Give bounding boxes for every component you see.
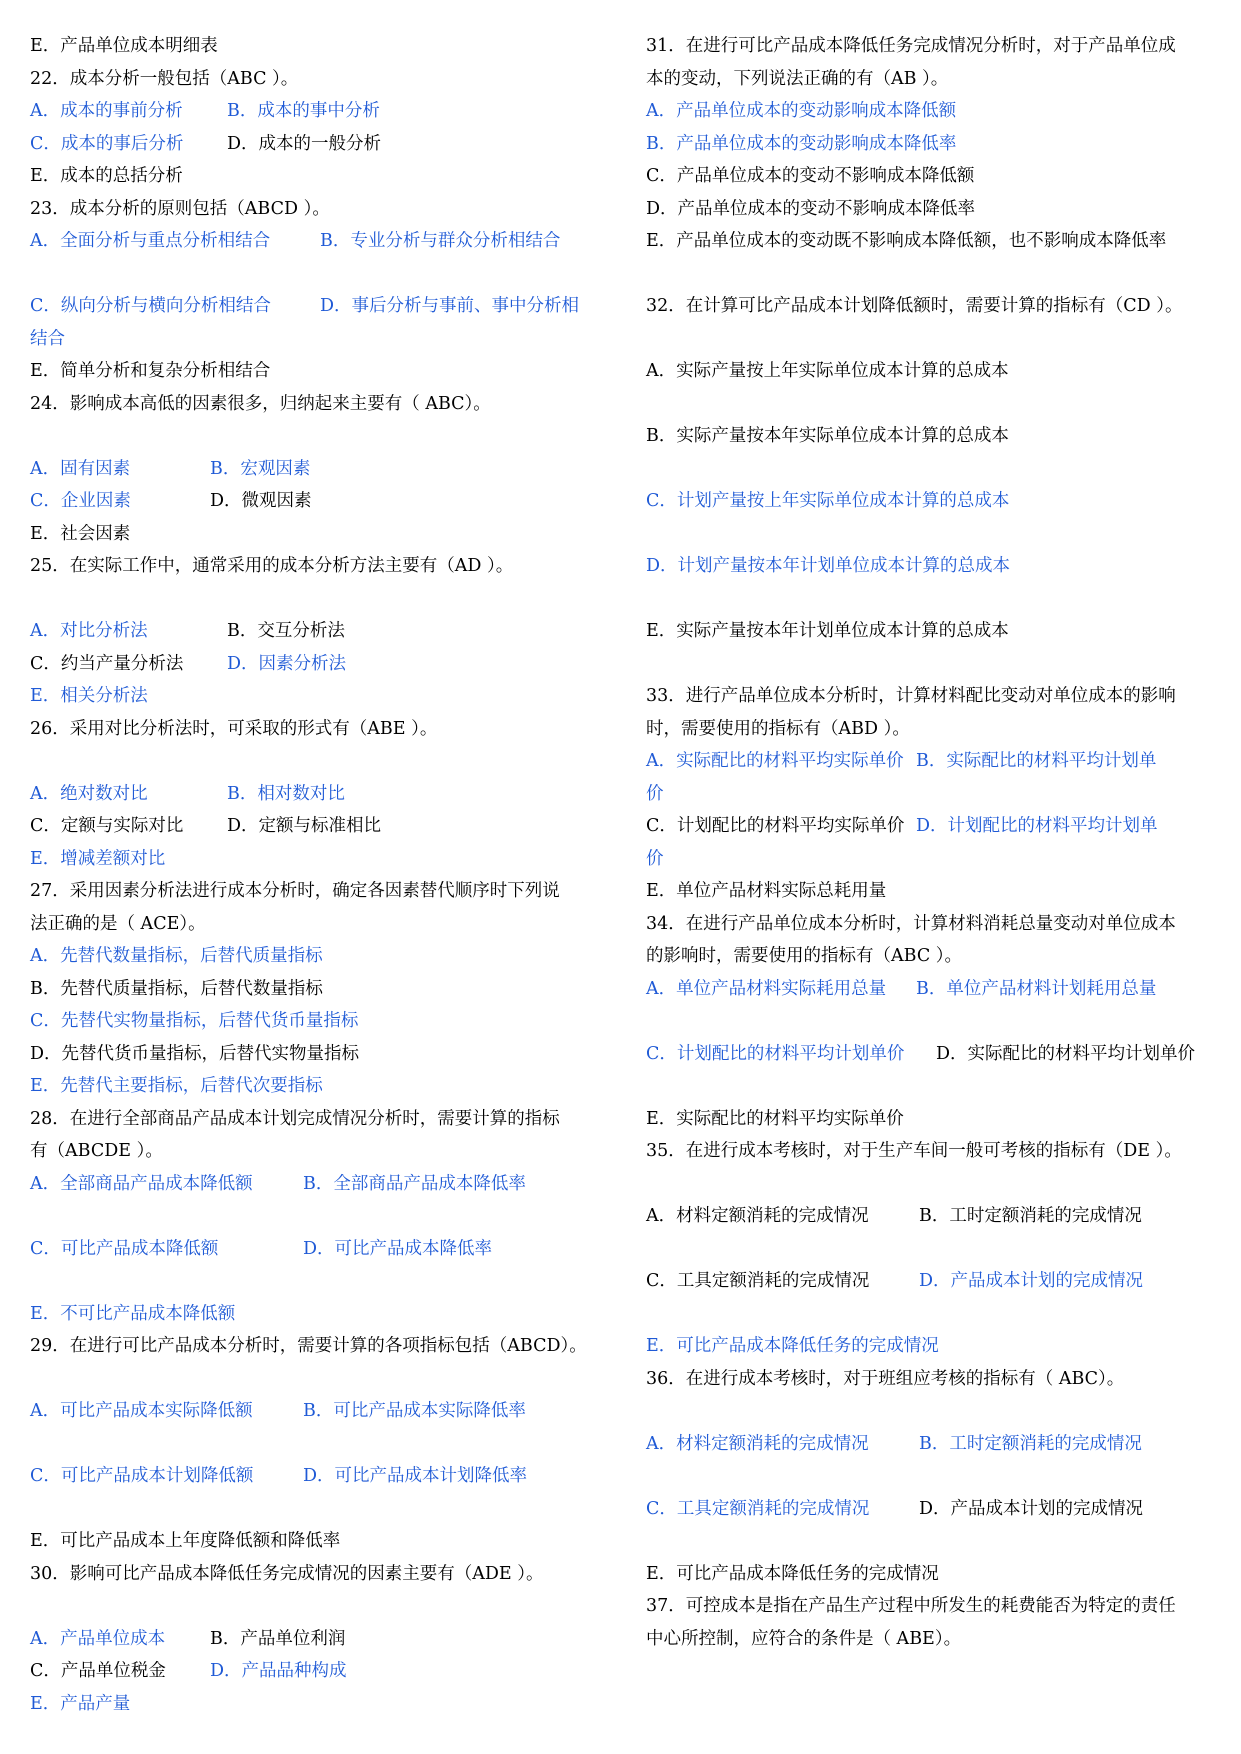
option-c: C．计划产量按上年实际单位成本计算的总成本 bbox=[646, 491, 1010, 511]
option-a: A．可比产品成本实际降低额 bbox=[30, 1401, 253, 1421]
question-32: 32．在计算可比产品成本计划降低额时，需要计算的指标有（CD ）。 bbox=[646, 296, 1183, 316]
question-34: 34．在进行产品单位成本分析时，计算材料消耗总量变动对单位成本 bbox=[646, 913, 1176, 934]
option-b: B．工时定额消耗的完成情况 bbox=[919, 1206, 1142, 1226]
option-a: A．产品单位成本 bbox=[30, 1628, 166, 1649]
question-22: 22．成本分析一般包括（ABC ）。 bbox=[30, 68, 299, 89]
question-24: 24．影响成本高低的因素很多，归纳起来主要有（ ABC）。 bbox=[30, 393, 491, 414]
option-c: C．可比产品成本计划降低额 bbox=[30, 1466, 254, 1486]
option-a: A．固有因素 bbox=[30, 458, 131, 479]
option-e: E．简单分析和复杂分析相结合 bbox=[30, 361, 271, 381]
option-a: A．成本的事前分析 bbox=[30, 101, 183, 121]
option-d: D．产品成本计划的完成情况 bbox=[919, 1498, 1144, 1519]
option-b: B．成本的事中分析 bbox=[227, 101, 380, 121]
option-e: E．不可比产品成本降低额 bbox=[30, 1303, 236, 1324]
question-27: 27．采用因素分析法进行成本分析时，确定各因素替代顺序时下列说 bbox=[30, 881, 560, 901]
option-a: A．材料定额消耗的完成情况 bbox=[646, 1433, 869, 1454]
option-e: E．可比产品成本上年度降低额和降低率 bbox=[30, 1531, 341, 1551]
option-b: B．单位产品材料计划耗用总量 bbox=[916, 978, 1157, 999]
option-c: C．产品单位成本的变动不影响成本降低额 bbox=[646, 166, 975, 186]
option-e: E．可比产品成本降低任务的完成情况 bbox=[646, 1563, 939, 1584]
option-a: A．对比分析法 bbox=[30, 621, 148, 641]
question-33-continued: 时，需要使用的指标有（ABD ）。 bbox=[646, 718, 910, 739]
question-25: 25．在实际工作中，通常采用的成本分析方法主要有（AD ）。 bbox=[30, 556, 514, 576]
option-a: A．实际产量按上年实际单位成本计算的总成本 bbox=[646, 361, 1009, 381]
question-31-continued: 本的变动，下列说法正确的有（AB ）。 bbox=[646, 68, 949, 89]
option-e: E．社会因素 bbox=[30, 523, 131, 544]
question-27-continued: 法正确的是（ ACE）。 bbox=[30, 913, 206, 934]
option-b: B．可比产品成本实际降低率 bbox=[303, 1401, 526, 1421]
option-a: A．绝对数对比 bbox=[30, 783, 148, 804]
question-28-continued: 有（ABCDE ）。 bbox=[30, 1141, 163, 1161]
option-c: C．工具定额消耗的完成情况 bbox=[646, 1498, 870, 1519]
option-d: D．产品品种构成 bbox=[210, 1661, 347, 1681]
option-e: E．可比产品成本降低任务的完成情况 bbox=[646, 1336, 939, 1356]
option-a: A．全面分析与重点分析相结合 bbox=[30, 231, 271, 251]
option-b: B．相对数对比 bbox=[227, 783, 345, 804]
option-a: A．全部商品产品成本降低额 bbox=[30, 1173, 253, 1194]
question-33: 33．进行产品单位成本分析时，计算材料配比变动对单位成本的影响 bbox=[646, 686, 1176, 706]
option-c: C．先替代实物量指标，后替代货币量指标 bbox=[30, 1011, 359, 1031]
option-e: E．增减差额对比 bbox=[30, 848, 166, 869]
question-28: 28．在进行全部商品产品成本计划完成情况分析时，需要计算的指标 bbox=[30, 1108, 560, 1129]
option-b: B．宏观因素 bbox=[210, 458, 311, 479]
option-c: C．可比产品成本降低额 bbox=[30, 1238, 219, 1259]
question-35: 35．在进行成本考核时，对于生产车间一般可考核的指标有（DE ）。 bbox=[646, 1141, 1182, 1161]
option-b: B．专业分析与群众分析相结合 bbox=[320, 231, 561, 251]
option-d-continued: 结合 bbox=[30, 328, 65, 349]
question-34-continued: 的影响时，需要使用的指标有（ABC ）。 bbox=[646, 946, 963, 966]
option-d: D．微观因素 bbox=[210, 491, 312, 511]
option-a: A．材料定额消耗的完成情况 bbox=[646, 1206, 869, 1226]
option-e: E．实际配比的材料平均实际单价 bbox=[646, 1108, 904, 1129]
option-b: B．产品单位利润 bbox=[210, 1628, 346, 1649]
option-e: E．相关分析法 bbox=[30, 686, 148, 706]
option-b: B．实际产量按本年实际单位成本计算的总成本 bbox=[646, 426, 1009, 446]
option-c: C．计划配比的材料平均计划单价 bbox=[646, 1043, 905, 1064]
option-d: D．实际配比的材料平均计划单价 bbox=[936, 1043, 1196, 1064]
option-d: D．产品单位成本的变动不影响成本降低率 bbox=[646, 198, 976, 219]
option-c: C．工具定额消耗的完成情况 bbox=[646, 1271, 870, 1291]
option-a: A．实际配比的材料平均实际单价 bbox=[646, 751, 904, 771]
option-d: D．定额与标准相比 bbox=[227, 816, 382, 836]
option-e: E．成本的总括分析 bbox=[30, 166, 183, 186]
option-a: A．先替代数量指标，后替代质量指标 bbox=[30, 946, 323, 966]
question-29: 29．在进行可比产品成本分析时，需要计算的各项指标包括（ABCD）。 bbox=[30, 1336, 587, 1356]
option-e: E．产品单位成本明细表 bbox=[30, 36, 218, 56]
option-d: D．成本的一般分析 bbox=[227, 133, 382, 154]
option-a: A．产品单位成本的变动影响成本降低额 bbox=[646, 101, 957, 121]
question-30: 30．影响可比产品成本降低任务完成情况的因素主要有（ADE ）。 bbox=[30, 1563, 544, 1584]
option-e: E．单位产品材料实际总耗用量 bbox=[646, 881, 887, 901]
option-c: C．企业因素 bbox=[30, 491, 131, 511]
option-e: E．产品单位成本的变动既不影响成本降低额，也不影响成本降低率 bbox=[646, 231, 1167, 251]
option-a: A．单位产品材料实际耗用总量 bbox=[646, 978, 887, 999]
option-c: C．定额与实际对比 bbox=[30, 816, 184, 836]
option-c: C．成本的事后分析 bbox=[30, 133, 184, 154]
question-31: 31．在进行可比产品成本降低任务完成情况分析时，对于产品单位成 bbox=[646, 36, 1176, 56]
question-37: 37．可控成本是指在产品生产过程中所发生的耗费能否为特定的责任 bbox=[646, 1596, 1176, 1616]
option-b: B．工时定额消耗的完成情况 bbox=[919, 1433, 1142, 1454]
option-b: B．交互分析法 bbox=[227, 621, 345, 641]
question-37-continued: 中心所控制，应符合的条件是（ ABE）。 bbox=[646, 1628, 962, 1649]
option-d: D．先替代货币量指标，后替代实物量指标 bbox=[30, 1043, 360, 1064]
option-e: E．先替代主要指标，后替代次要指标 bbox=[30, 1076, 323, 1096]
question-36: 36．在进行成本考核时，对于班组应考核的指标有（ ABC）。 bbox=[646, 1368, 1125, 1389]
option-d: D．可比产品成本计划降低率 bbox=[303, 1466, 528, 1486]
option-d: D．事后分析与事前、事中分析相 bbox=[320, 296, 580, 316]
option-e: E．实际产量按本年计划单位成本计算的总成本 bbox=[646, 621, 1009, 641]
option-d: D．计划配比的材料平均计划单 bbox=[916, 816, 1158, 836]
option-d-continued: 价 bbox=[646, 848, 664, 869]
option-d: D．产品成本计划的完成情况 bbox=[919, 1271, 1144, 1291]
option-b: B．产品单位成本的变动影响成本降低率 bbox=[646, 133, 957, 154]
option-c: C．计划配比的材料平均实际单价 bbox=[646, 816, 905, 836]
option-d: D．可比产品成本降低率 bbox=[303, 1238, 493, 1259]
option-d: D．计划产量按本年计划单位成本计算的总成本 bbox=[646, 556, 1011, 576]
option-a-continued: 价 bbox=[646, 783, 664, 804]
option-b: B．先替代质量指标，后替代数量指标 bbox=[30, 978, 323, 999]
option-c: C．产品单位税金 bbox=[30, 1661, 166, 1681]
left-column bbox=[30, 30, 605, 1720]
option-c: C．约当产量分析法 bbox=[30, 653, 184, 674]
question-26: 26．采用对比分析法时，可采取的形式有（ABE ）。 bbox=[30, 718, 438, 739]
option-b: B．全部商品产品成本降低率 bbox=[303, 1173, 526, 1194]
right-column bbox=[646, 30, 1216, 1655]
option-d: D．因素分析法 bbox=[227, 653, 347, 674]
option-b: B．实际配比的材料平均计划单 bbox=[916, 751, 1157, 771]
option-c: C．纵向分析与横向分析相结合 bbox=[30, 296, 271, 316]
question-23: 23．成本分析的原则包括（ABCD ）。 bbox=[30, 198, 330, 219]
option-e: E．产品产量 bbox=[30, 1693, 131, 1714]
